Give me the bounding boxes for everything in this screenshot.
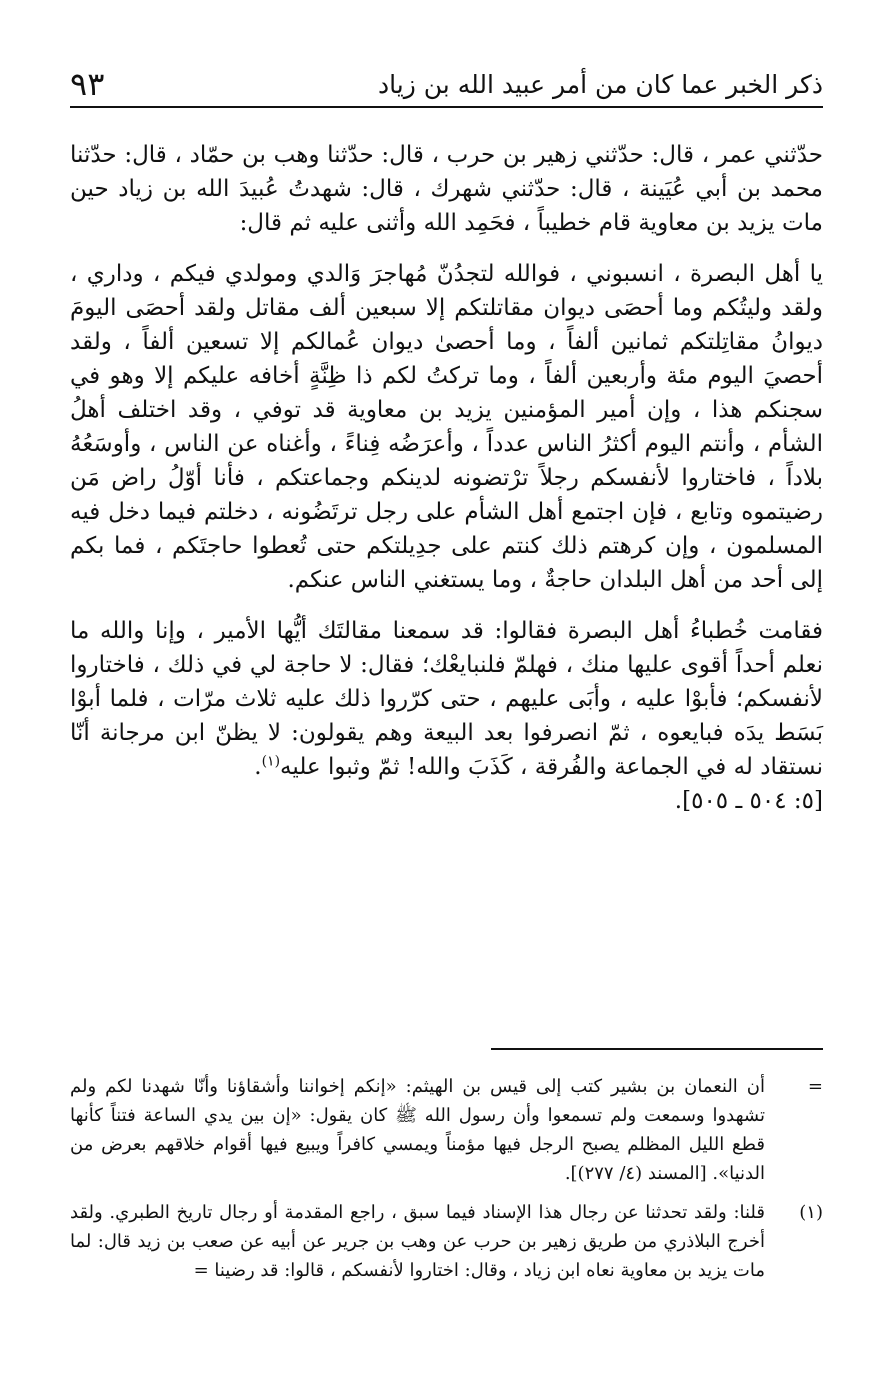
isnad-paragraph: حدّثني عمر ، قال: حدّثني زهير بن حرب ، قال: حدّثنا وهب بن حمّاد ، قال: حدّثنا محمد بن أبي عُيَينة ، قال: حدّثني شهرك ، قال: شهدتُ عُبيدَ الله بن زياد حين مات يزيد بن معاوية قام خطيباً ، فحَمِد الله وأثنى عليه ثم قال: xyxy=(70,142,823,236)
footnote-reference: (١) xyxy=(261,753,281,770)
footnote-marker: (١) xyxy=(799,1202,823,1223)
speech-paragraph: يا أهل البصرة ، انسبوني ، فوالله لتجدُنّ مُهاجرَ وَالدي ومولدي فيكم ، وداري ، ولقد وليتُكم وما أحصَى ديوان مقاتلتكم إلا سبعين ألف مقاتل ولقد أحصَى اليومَ ديوانُ مقاتِلتكم ثمانين ألفاً ، وما أحصىٰ ديوان عُمالكم إلا تسعين ألفاً ، ولقد أحصيَ اليوم مئة وأربعين ألفاً ، وما تركتُ لكم ذا ظِنَّةٍ أخافه عليكم إلا وهو في سجنكم هذا ، وإن أمير المؤمنين يزيد بن معاوية قد توفي ، وقد اختلف أهلُ الشأم ، وأنتم اليوم أكثرُ الناس عدداً ، وأعرَضُه فِناءً ، وأغناه عن الناس ، وأوسَعُهُ بلاداً ، فاختاروا لأنفسكم رجلاً ترْتضونه لدينكم وجماعتكم ، فأنا أوّلُ راض مَن رضيتموه وتابع ، فإن اجتمع أهل الشأم على رجل ترتَضُونه ، دخلتم فيما دخل فيه المسلمون ، وإن كرهتم ذلك كنتم على جدِيلتكم حتى تُعطوا حاجتَكم ، فما بكم إلى أحد من أهل البلدان حاجةٌ ، وما يستغني الناس عنكم. xyxy=(70,261,823,593)
footnote-1 xyxy=(70,1198,823,1285)
response-text: فقامت خُطباءُ أهل البصرة فقالوا: قد سمعنا مقالتَك أيُّها الأمير ، وإنا والله ما نعلم أحداً أقوى عليها منك ، فهلمّ فلنبايعْك؛ فقال: لا حاجة لي في ذلك ، فاختاروا لأنفسكم؛ فأبوْا عليه ، وأبَى عليهم ، حتى كرّروا ذلك عليه ثلاث مرّات ، فلما أبوْا بَسَط يدَه فبايعوه ، ثمّ انصرفوا بعد البيعة وهم يقولون: لا يظنّ ابن مرجانة أنّا نستقاد له في الجماعة والفُرقة ، كَذَبَ والله! ثمّ وثبوا عليه xyxy=(70,618,823,780)
footnote-continuation xyxy=(70,1072,823,1188)
running-title: ذكر الخبر عما كان من أمر عبيد الله بن زياد xyxy=(378,70,823,99)
page-number: ٩٣ xyxy=(70,65,105,103)
footnote-text: أن النعمان بن بشير كتب إلى قيس بن الهيثم: «إنكم إخواننا وأشقاؤنا وأنّا شهدنا لكم ولم تشهدوا وسمعت ولم تسمعوا وأن رسول الله ﷺ كان يقول: «إن بين يدي الساعة فتناً كأنها قطع الليل المظلم يصبح الرجل فيها مؤمناً ويمسي كافراً ويبيع فيها أقوام خلاقهم بعرض من الدنيا». [المسند (٤/ ٢٧٧)]. xyxy=(70,1076,765,1184)
main-text xyxy=(70,138,823,818)
response-paragraph: فقامت خُطباءُ أهل البصرة فقالوا: قد سمعنا مقالتَك أيُّها الأمير ، وإنا والله ما نعلم أحداً أقوى عليها منك ، فهلمّ فلنبايعْك؛ فقال: لا حاجة لي في ذلك ، فاختاروا لأنفسكم؛ فأبوْا عليه ، وأبَى عليهم ، حتى كرّروا ذلك عليه ثلاث مرّات ، فلما أبوْا بَسَط يدَه فبايعوه ، ثمّ انصرفوا بعد البيعة وهم يقولون: لا يظنّ ابن مرجانة أنّا نستقاد له في الجماعة والفُرقة ، كَذَبَ والله! ثمّ وثبوا عليه$^{(١)}$. [٥: ٥٠٤ ـ ٥٠٥]. xyxy=(70,618,823,814)
footnote-separator xyxy=(491,1048,823,1050)
page-header xyxy=(70,66,823,108)
citation-reference: [٥: ٥٠٤ ـ ٥٠٥]. xyxy=(674,788,823,814)
footnotes-section xyxy=(70,1072,823,1285)
footnote-text: قلنا: ولقد تحدثنا عن رجال هذا الإسناد فيما سبق ، راجع المقدمة أو رجال تاريخ الطبري. ولقد أخرج البلاذري من طريق زهير بن حرب عن وهب بن جرير عن أبيه عن صعب بن زيد قال: لما مات يزيد بن معاوية نعاه ابن زياد ، وقال: اختاروا لأنفسكم ، قالوا: قد رضينا = xyxy=(70,1202,765,1281)
footnote-marker: = xyxy=(807,1076,823,1097)
